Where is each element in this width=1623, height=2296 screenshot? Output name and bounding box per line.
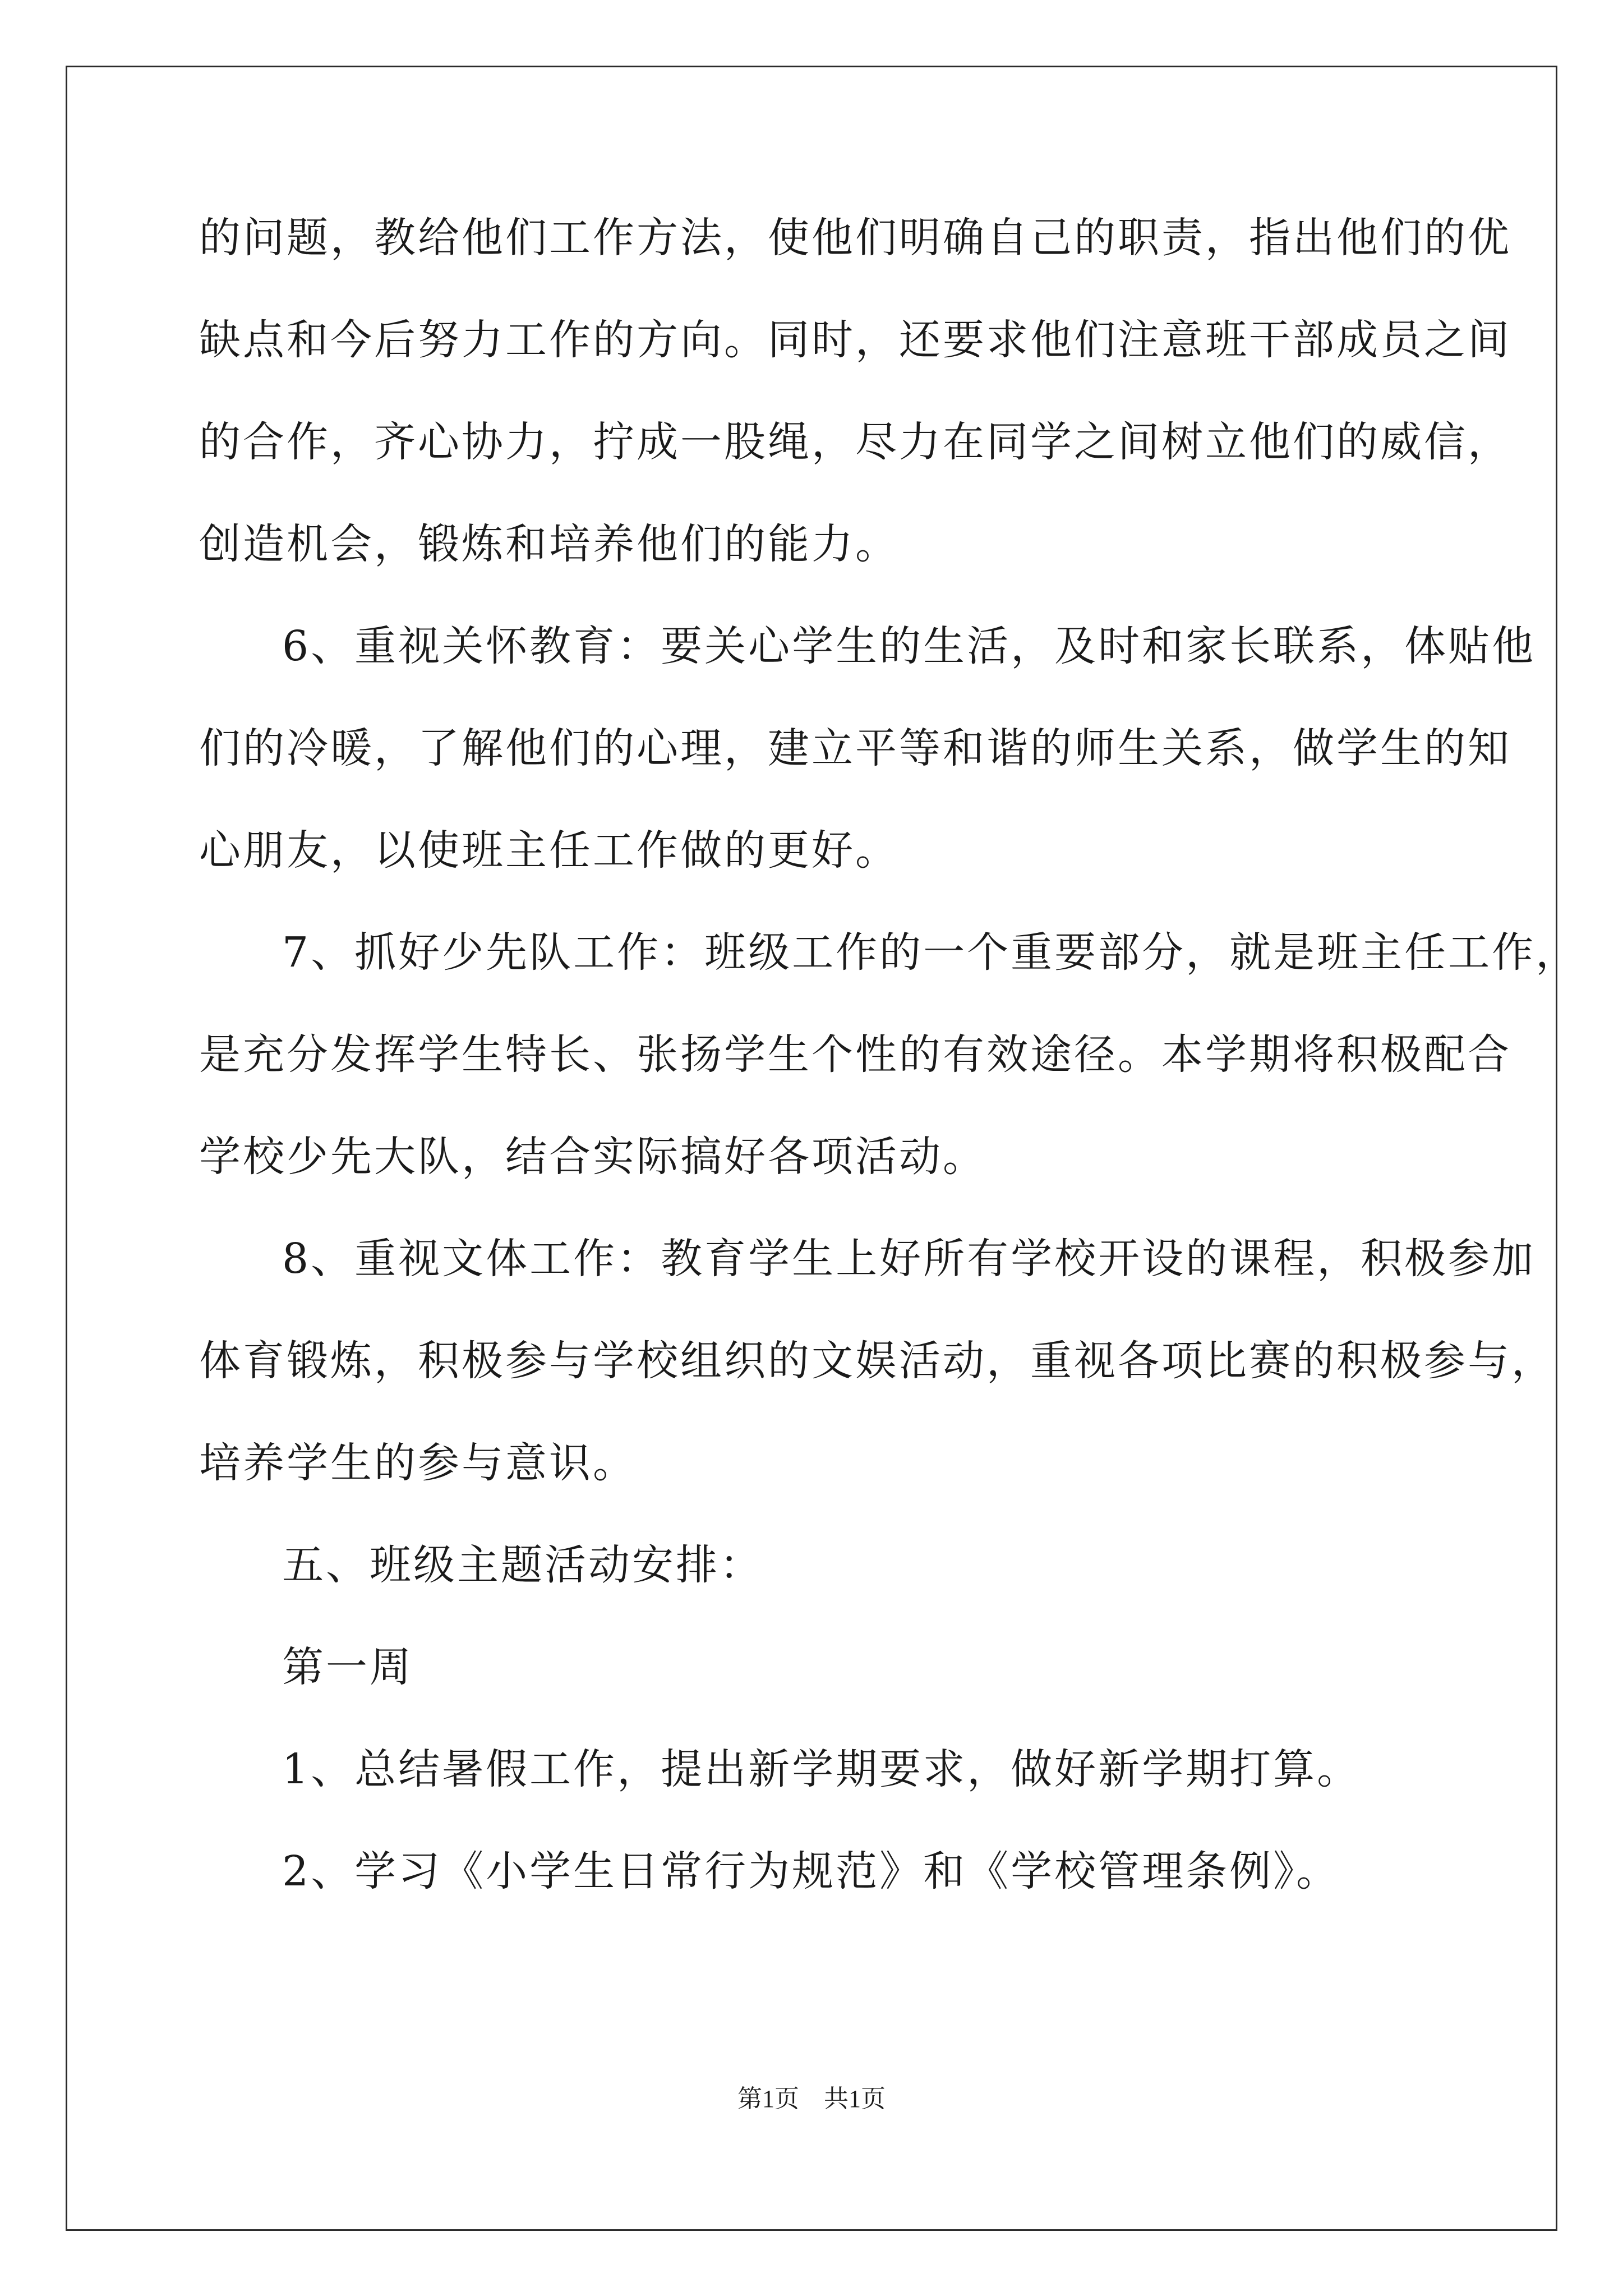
section-heading: 五、班级主题活动安排： [282,1541,763,1589]
text-line: 心朋友，以使班主任工作做的更好。 [199,826,899,875]
text-line: 缺点和今后努力工作的方向。同时，还要求他们注意班干部成员之间 [199,316,1511,364]
text-line: 6、重视关怀教育：要关心学生的生活，及时和家长联系，体贴他 [282,622,1536,670]
text-line: 学校少先大队，结合实际搞好各项活动。 [199,1133,986,1181]
text-line: 培养学生的参与意识。 [199,1439,637,1487]
text-line: 们的冷暖，了解他们的心理，建立平等和谐的师生关系，做学生的知 [199,724,1511,772]
text-line: 7、抓好少先队工作：班级工作的一个重要部分，就是班主任工作， [282,928,1580,977]
text-line: 是充分发挥学生特长、张扬学生个性的有效途径。本学期将积极配合 [199,1030,1511,1079]
list-item: 2、学习《小学生日常行为规范》和《学校管理条例》。 [282,1847,1340,1895]
week-heading: 第一周 [282,1643,413,1691]
text-line: 体育锻炼，积极参与学校组织的文娱活动，重视各项比赛的积极参与， [199,1337,1555,1385]
text-line: 的问题，教给他们工作方法，使他们明确自己的职责，指出他们的优 [199,214,1511,262]
list-item: 1、总结暑假工作，提出新学期要求，做好新学期打算。 [282,1745,1361,1793]
text-line: 的合作，齐心协力，拧成一股绳，尽力在同学之间树立他们的威信， [199,418,1511,466]
page-number: 第1页 共1页 [737,2085,886,2113]
text-line: 创造机会，锻炼和培养他们的能力。 [199,520,899,568]
text-line: 8、重视文体工作：教育学生上好所有学校开设的课程，积极参加 [282,1235,1536,1283]
